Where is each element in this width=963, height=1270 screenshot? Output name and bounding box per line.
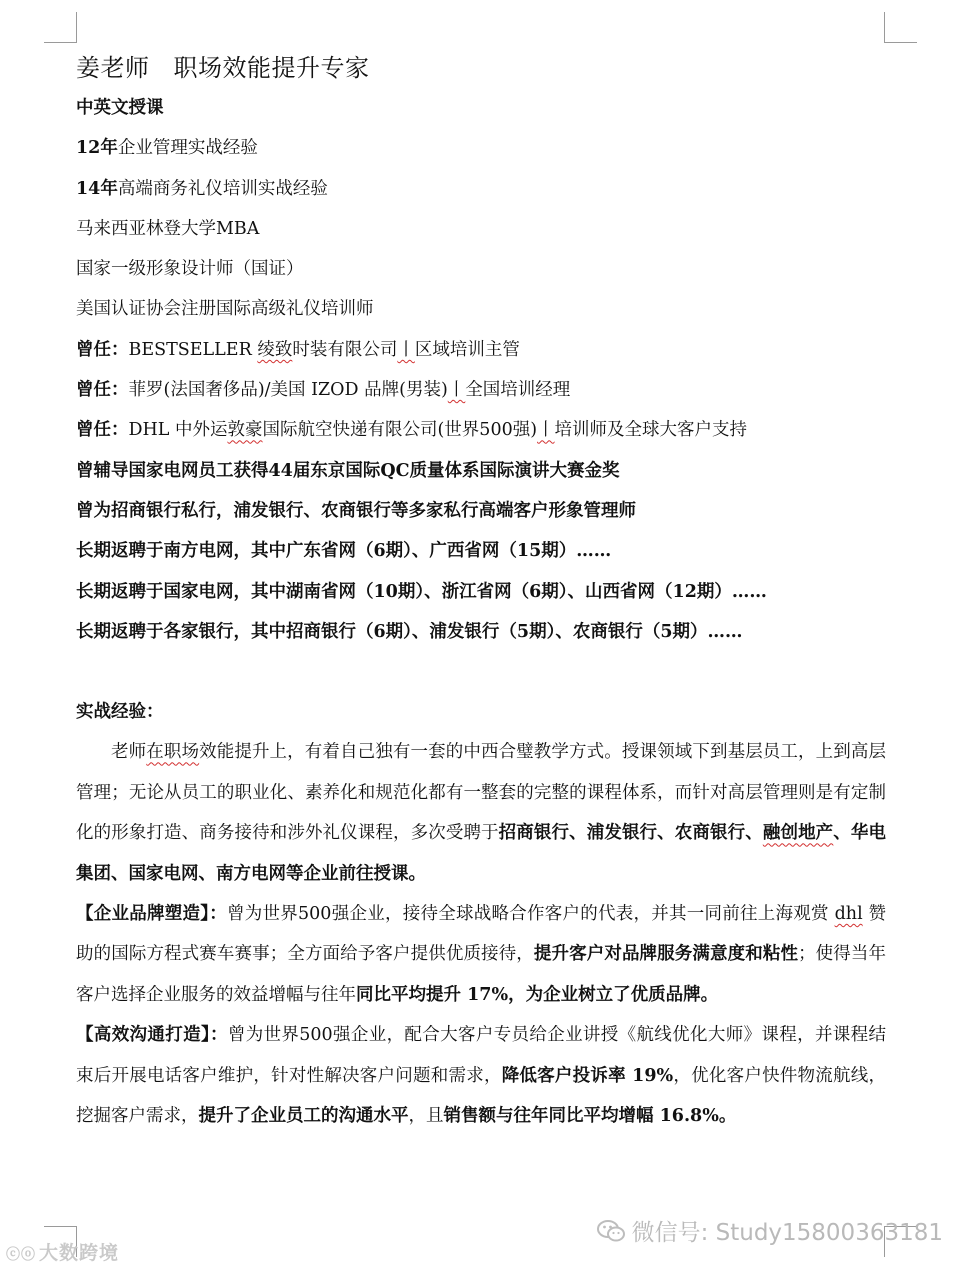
achievement-line: 曾为招商银行私行，浦发银行、农商银行等多家私行高端客户形象管理师 [76,500,636,521]
brand-building-paragraph: 【企业品牌塑造】：曾为世界500强企业，接待全球战略合作客户的代表，并其一同前往上海观赏 dhl 赞助的国际方程式赛车赛事；全方面给予客户提供优质接待，提升客户对品牌服务满意度和粘性；使得当年客户选择企业服务的效益增幅与往年同比平均提升 17%，为企业树立了优质品牌。 [76,904,887,1005]
profile-line: 国家一级形象设计师（国证） [76,259,304,280]
communication-paragraph: 【高效沟通打造】：曾为世界500强企业，配合大客户专员给企业讲授《航线优化大师》课程，并课程结束后开展电话客户维护，针对性解决客户问题和需求，降低客户投诉率 19%，优化客户快件物流航线，挖掘客户需求，提升了企业员工的沟通水平，且销售额与往年同比平均增幅 16.8%。 [76,1025,886,1127]
experience-intro: 老师在职场效能提升上，有着自己独有一套的中西合璧教学方式。授课领域下到基层员工，上到高层管理；无论从员工的职业化、素养化和规范化都有一整套的完整的课程体系，而针对高层管理则是有定制化的形象打造、商务接待和涉外礼仪课程，多次受聘于招商银行、浦发银行、农商银行、融创地产、华电集团、国家电网、南方电网等企业前往授课。 [76,742,887,884]
page-title [76,48,886,88]
career-line: 曾任：BESTSELLER 绫致时装有限公司丨区域培训主管 [76,339,520,360]
wechat-icon [596,1218,626,1250]
profile-line: 美国认证协会注册国际高级礼仪培训师 [76,299,374,320]
brand-watermark: ⓒⓞ 大数跨境 [6,1242,120,1264]
document-body [76,48,886,1137]
achievement-line: 长期返聘于国家电网，其中湖南省网（10期）、浙江省网（6期）、山西省网（12期）…… [76,581,767,602]
section-heading: 实战经验： [76,702,164,723]
career-line: 曾任：DHL 中外运敦豪国际航空快递有限公司(世界500强)丨培训师及全球大客户支持 [76,420,748,441]
footer-watermarks [0,1220,963,1270]
brand-logo-icon: ⓒⓞ [6,1247,36,1263]
career-line: 曾任：菲罗(法国奢侈品)/美国 IZOD 品牌(男装)丨全国培训经理 [76,380,571,401]
page-corner-mark [44,12,77,43]
profile-line: 中英文授课 [76,98,164,118]
profile-line: 14年高端商务礼仪培训实战经验 [76,178,328,199]
wechat-watermark: 微信号: Study15800363181 [596,1214,943,1250]
profile-line: 马来西亚林登大学MBA [76,218,260,239]
page-corner-mark [884,12,917,43]
achievement-line: 长期返聘于各家银行，其中招商银行（6期）、浦发银行（5期）、农商银行（5期）…… [76,621,743,642]
teacher-role: 职场效能提升专家 [173,54,370,82]
profile-line: 12年企业管理实战经验 [76,138,258,159]
achievement-line: 长期返聘于南方电网，其中广东省网（6期）、广西省网（15期）…… [76,541,612,562]
teacher-name: 姜老师 [76,54,150,82]
achievement-line: 曾辅导国家电网员工获得44届东京国际QC质量体系国际演讲大赛金奖 [76,460,620,481]
